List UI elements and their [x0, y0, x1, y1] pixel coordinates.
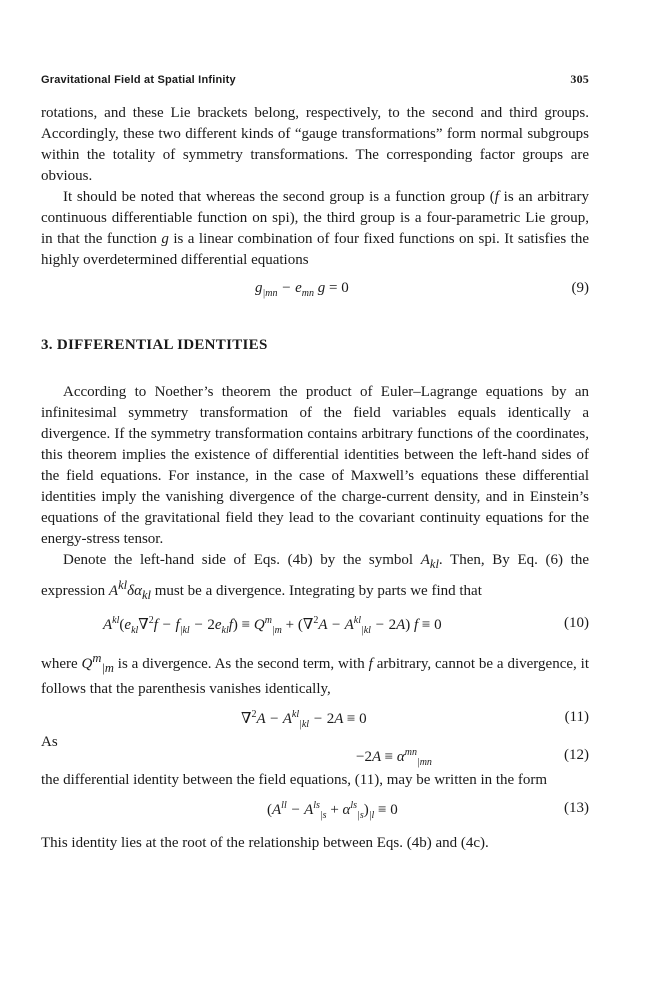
equation-12-number: (12) [564, 747, 589, 763]
equation-9 [41, 271, 589, 309]
paragraph-2: It should be noted that whereas the second group is a function group (f is an arbitrary continuous differentiable function on spi), the third group is a four-parametric Lie group, in that the function g is a linear combination of four fixed functions on spi. It satisfies the highly overdetermined differential equations [41, 189, 589, 268]
equation-10-expression: $A^{kl}(e_{kl}\nabla^2f - f_{|kl} - 2e_{kl}f) \equiv Q^m_{|m} + (\nabla^2A - A^{kl}_{|kl} - 2A) f \equiv 0$ [103, 615, 442, 636]
equation-10 [41, 606, 589, 648]
equation-13-expression: $(A^{ll} - A^{ls}_{|s} + \alpha^{ls}_{|s})_{|l} \equiv 0$ [267, 800, 398, 821]
running-head [41, 72, 589, 87]
section-heading: 3. DIFFERENTIAL IDENTITIES [41, 337, 268, 353]
equation-9-number: (9) [571, 280, 589, 296]
paragraph-7: the differential identity between the field equations, (11), may be written in the form [41, 772, 548, 788]
paragraph-8: This identity lies at the root of the relationship between Eqs. (4b) and (4c). [41, 835, 489, 851]
equation-10-number: (10) [564, 615, 589, 631]
paragraph-3: According to Noether’s theorem the product of Euler–Lagrange equations by an infinitesimal symmetry transformation of the field variables equals identically a divergence. If the symmetry transformation contains arbitrary functions of the coordinates, this theorem implies the existence of differential identities between the left-hand sides of the field equations. For instance, in the case of Maxwell’s equations these differential identities imply the vanishing divergence of the charge-current density, and in Einstein’s equations of the gravitational field they lead to the covariant continuity equations for the energy-stress tensor. [41, 384, 589, 547]
paragraph-4: Denote the left-hand side of Eqs. (4b) by the symbol $A_{kl}$. Then, By Eq. (6) the expression $A^{kl}\delta\alpha_{kl}$ must be a divergence. Integrating by parts we find that [41, 552, 589, 602]
equation-12 [41, 738, 589, 770]
equation-13 [41, 791, 589, 833]
paragraph-1: rotations, and these Lie brackets belong, respectively, to the second and third groups. Accordingly, these two different kinds of “gauge transformations” form normal subgroups within the totality of symmetry transformations. The corresponding factor groups are obvious. [41, 105, 589, 184]
equation-11-expression: $\nabla^2A - A^{kl}_{|kl} - 2A \equiv 0$ [241, 709, 367, 730]
equation-9-expression: $g_{|mn} - e_{mn}$ g = 0 [255, 280, 349, 299]
equation-13-number: (13) [564, 800, 589, 816]
page-number: 305 [570, 72, 589, 86]
running-title: Gravitational Field at Spatial Infinity [41, 74, 236, 86]
as-label: As [41, 734, 58, 750]
page [41, 72, 589, 854]
equation-11 [41, 700, 589, 742]
paragraph-5: where $Q^m_{|m}$ is a divergence. As the second term, with f arbitrary, cannot be a divergence, it follows that the parenthesis vanishes identically, [41, 651, 589, 697]
equation-11-number: (11) [564, 709, 589, 725]
equation-12-expression: $-2A \equiv \alpha^{mn}_{|mn}$ [356, 747, 432, 768]
